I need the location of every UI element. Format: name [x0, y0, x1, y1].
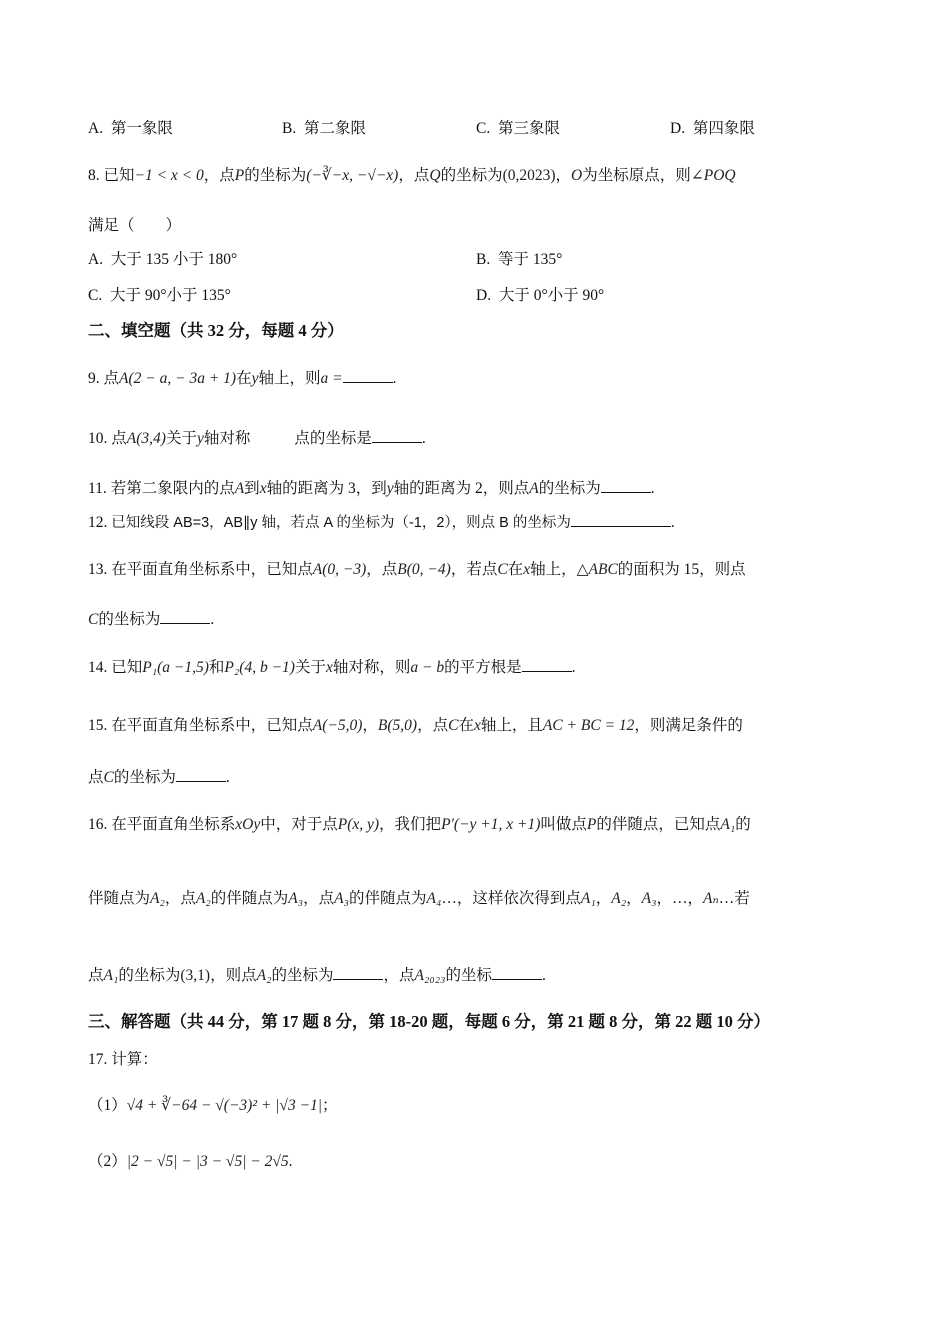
- section-3-heading: 三、解答题（共 44 分，第 17 题 8 分，第 18-20 题，每题 6 分，第 21 题 8 分，第 22 题 10 分）: [88, 1012, 770, 1031]
- q16-answer-blank-2: [492, 965, 542, 980]
- section-2-heading: 二、填空题（共 32 分，每题 4 分）: [88, 321, 344, 340]
- q17-part2: （2）|2 − √5| − |3 − √5| − 2√5.: [88, 1153, 293, 1170]
- q11: 11. 若第二象限内的点A到x轴的距离为 3，到y轴的距离为 2，则点A的坐标为 .: [88, 480, 655, 497]
- q13-line2: C的坐标为 .: [88, 611, 215, 628]
- q15-answer-blank: [176, 767, 226, 782]
- q8-angle: ∠POQ: [690, 167, 736, 184]
- q13: 13. 在平面直角坐标系中，已知点A(0, −3)，点B(0, −4)，若点C在x轴上，△ABC的面积为 15，则点: [88, 561, 746, 578]
- q17-expression-2: |2 − √5| − |3 − √5| − 2√5: [126, 1153, 289, 1170]
- q8-q-coordinate: (0,2023): [502, 167, 556, 184]
- q14-answer-blank: [522, 657, 572, 672]
- q8-option-b: B. 等于 135°: [476, 251, 563, 268]
- q17-stem: 17. 计算：: [88, 1051, 158, 1068]
- q12: 12. 已知线段 AB=3，AB∥y 轴，若点 A 的坐标为（-1，2），则点 B 的坐标为 .: [88, 514, 675, 531]
- q7-option-d: D. 第四象限: [670, 120, 755, 137]
- q11-answer-blank: [601, 478, 651, 493]
- q9: 9. 点A(2 − a, − 3a + 1)在y轴上，则a = .: [88, 370, 397, 387]
- q16-line2: 伴随点为A₂，点A₂的伴随点为A₃，点A₃的伴随点为A₄…，这样依次得到点A₁，A₂，A₃，…，Aₙ…若: [88, 890, 750, 907]
- q14: 14. 已知P₁(a −1,5)和P₂(4, b −1)关于x轴对称，则a − b的平方根是 .: [88, 659, 576, 676]
- q16-answer-blank-1: [333, 965, 383, 980]
- q7-option-b: B. 第二象限: [282, 120, 366, 137]
- q13-answer-blank: [160, 609, 210, 624]
- q9-answer-blank: [343, 368, 393, 383]
- q8-option-c: C. 大于 90°小于 135°: [88, 287, 231, 304]
- q17-part1: （1）√4 + ∛−64 − √(−3)² + |√3 −1|；: [88, 1097, 338, 1114]
- q16-line3: 点A₁的坐标为(3,1)，则点A₂的坐标为 ，点A₂₀₂₃的坐标 .: [88, 967, 546, 984]
- q9-point: A(2 − a, − 3a + 1): [119, 370, 237, 387]
- q17-expression-1: √4 + ∛−64 − √(−3)² + |√3 −1|: [126, 1097, 323, 1114]
- q8-option-a: A. 大于 135 小于 180°: [88, 251, 238, 268]
- q15: 15. 在平面直角坐标系中，已知点A(−5,0)，B(5,0)，点C在x轴上，且AC + BC = 12，则满足条件的: [88, 717, 743, 734]
- q16-line1: 16. 在平面直角坐标系xOy中，对于点P(x, y)，我们把P′(−y +1, x +1)叫做点P的伴随点，已知点A₁的: [88, 816, 751, 833]
- q8-stem: 8. 已知−1 < x < 0，点P的坐标为(−∛−x, −√−x)，点Q的坐标为(0,2023)，O为坐标原点，则∠POQ: [88, 167, 736, 184]
- q8-p-coordinate: (−∛−x, −√−x): [306, 167, 399, 184]
- q12-answer-blank: [571, 512, 671, 527]
- q10-answer-blank: [372, 428, 422, 443]
- q7-option-c: C. 第三象限: [476, 120, 560, 137]
- q7-option-a: A. 第一象限: [88, 120, 173, 137]
- q8-option-d: D. 大于 0°小于 90°: [476, 287, 605, 304]
- q10: 10. 点A(3,4)关于y轴对称 点的坐标是 .: [88, 430, 426, 447]
- q15-line2: 点C的坐标为 .: [88, 769, 230, 786]
- q8-stem-line2: 满足（ ）: [88, 217, 182, 234]
